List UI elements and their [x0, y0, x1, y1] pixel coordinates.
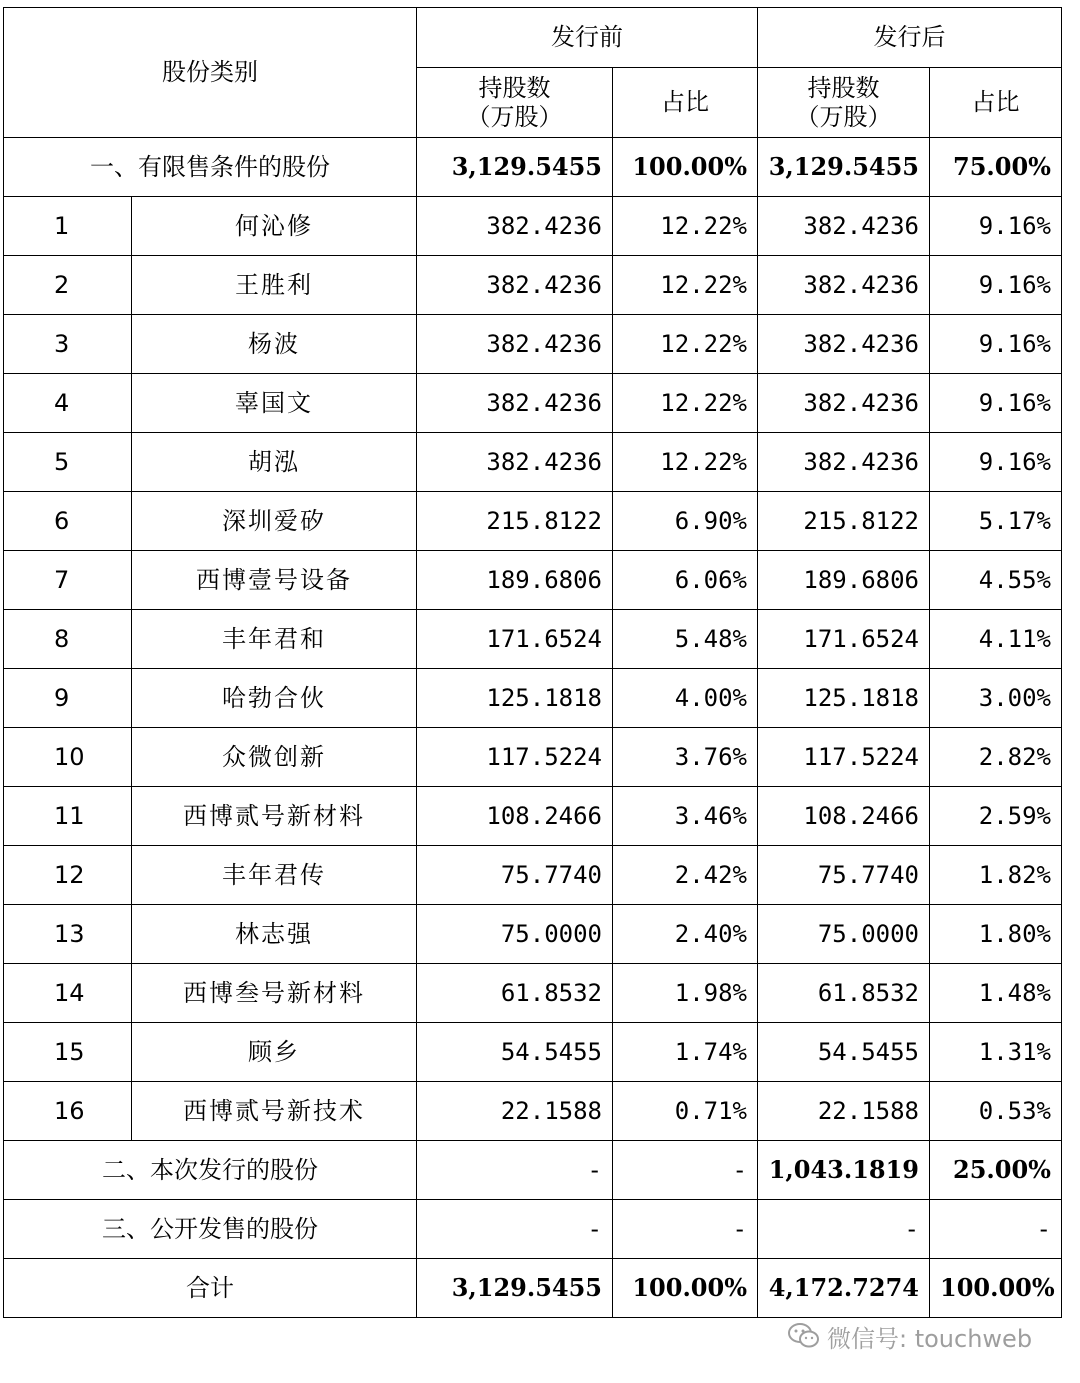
row-number-cell: 12: [4, 846, 132, 905]
after-ratio-cell: 100.00%: [930, 1259, 1062, 1318]
before-shares-cell: 382.4236: [417, 315, 613, 374]
before-ratio-cell: 12.22%: [613, 256, 758, 315]
header-shares-unit: （万股）: [795, 102, 892, 131]
before-ratio-cell: 12.22%: [613, 433, 758, 492]
after-ratio-cell: 0.53%: [930, 1082, 1062, 1141]
shareholder-name-cell: 西博贰号新材料: [132, 787, 417, 846]
after-ratio-cell: 4.55%: [930, 551, 1062, 610]
after-ratio-cell: 2.59%: [930, 787, 1062, 846]
after-shares-cell: 22.1588: [758, 1082, 930, 1141]
section-label: 三、公开发售的股份: [4, 1200, 417, 1259]
table-row: [4, 964, 1062, 1023]
before-shares-cell: 3,129.5455: [417, 138, 613, 197]
shareholder-name-cell: 众微创新: [132, 728, 417, 787]
header-after-issue: 发行后: [758, 8, 1062, 68]
before-ratio-cell: 5.48%: [613, 610, 758, 669]
after-shares-cell: 215.8122: [758, 492, 930, 551]
before-shares-cell: 382.4236: [417, 256, 613, 315]
before-shares-cell: -: [417, 1141, 613, 1200]
after-shares-cell: 61.8532: [758, 964, 930, 1023]
after-shares-cell: 382.4236: [758, 433, 930, 492]
header-category: 股份类别: [4, 8, 417, 138]
header-before-shares: [417, 68, 613, 138]
after-ratio-cell: 1.80%: [930, 905, 1062, 964]
shareholder-name-cell: 哈勃合伙: [132, 669, 417, 728]
shareholder-name-cell: 西博壹号设备: [132, 551, 417, 610]
section-label: 二、本次发行的股份: [4, 1141, 417, 1200]
table-row: [4, 1082, 1062, 1141]
table-row: [4, 551, 1062, 610]
table-row: [4, 669, 1062, 728]
before-shares-cell: 189.6806: [417, 551, 613, 610]
header-row-top: [4, 8, 1062, 68]
after-ratio-cell: 4.11%: [930, 610, 1062, 669]
row-number-cell: 3: [4, 315, 132, 374]
wechat-icon: [787, 1321, 821, 1351]
header-shares-label: 持股数: [807, 73, 880, 102]
row-number-cell: 7: [4, 551, 132, 610]
before-shares-cell: 3,129.5455: [417, 1259, 613, 1318]
table-row: [4, 1023, 1062, 1082]
before-shares-cell: 215.8122: [417, 492, 613, 551]
before-ratio-cell: -: [613, 1200, 758, 1259]
after-shares-cell: 54.5455: [758, 1023, 930, 1082]
row-number-cell: 10: [4, 728, 132, 787]
table-row: [4, 728, 1062, 787]
header-before-ratio: 占比: [613, 68, 758, 138]
row-number-cell: 4: [4, 374, 132, 433]
shareholder-name-cell: 林志强: [132, 905, 417, 964]
after-ratio-cell: 1.48%: [930, 964, 1062, 1023]
shareholder-name-cell: 杨波: [132, 315, 417, 374]
after-shares-cell: 4,172.7274: [758, 1259, 930, 1318]
after-shares-cell: 382.4236: [758, 256, 930, 315]
before-shares-cell: 382.4236: [417, 433, 613, 492]
before-shares-cell: 171.6524: [417, 610, 613, 669]
after-shares-cell: -: [758, 1200, 930, 1259]
section-row-public-offer: [4, 1200, 1062, 1259]
section-row-restricted: [4, 138, 1062, 197]
total-row: [4, 1259, 1062, 1318]
table-row: [4, 787, 1062, 846]
table-row: [4, 905, 1062, 964]
before-ratio-cell: 2.40%: [613, 905, 758, 964]
before-ratio-cell: 100.00%: [613, 138, 758, 197]
section-label: 一、有限售条件的股份: [4, 138, 417, 197]
after-ratio-cell: 1.31%: [930, 1023, 1062, 1082]
shareholding-table: [3, 7, 1062, 1318]
before-ratio-cell: 100.00%: [613, 1259, 758, 1318]
header-after-ratio: 占比: [930, 68, 1062, 138]
before-ratio-cell: 12.22%: [613, 315, 758, 374]
after-shares-cell: 189.6806: [758, 551, 930, 610]
after-ratio-cell: 25.00%: [930, 1141, 1062, 1200]
before-shares-cell: 61.8532: [417, 964, 613, 1023]
before-ratio-cell: 6.90%: [613, 492, 758, 551]
before-ratio-cell: 3.76%: [613, 728, 758, 787]
before-shares-cell: 75.0000: [417, 905, 613, 964]
watermark-text: 微信号: touchweb: [827, 1324, 1033, 1353]
after-ratio-cell: 9.16%: [930, 197, 1062, 256]
after-shares-cell: 108.2466: [758, 787, 930, 846]
table-row: [4, 492, 1062, 551]
after-shares-cell: 1,043.1819: [758, 1141, 930, 1200]
after-shares-cell: 171.6524: [758, 610, 930, 669]
total-label: 合计: [4, 1259, 417, 1318]
header-after-shares: [758, 68, 930, 138]
after-ratio-cell: 5.17%: [930, 492, 1062, 551]
wechat-watermark: [787, 1318, 1032, 1354]
before-ratio-cell: 6.06%: [613, 551, 758, 610]
shareholder-name-cell: 胡泓: [132, 433, 417, 492]
before-shares-cell: 117.5224: [417, 728, 613, 787]
after-shares-cell: 125.1818: [758, 669, 930, 728]
section-row-new-issue: [4, 1141, 1062, 1200]
header-shares-unit: （万股）: [466, 102, 563, 131]
table-row: [4, 315, 1062, 374]
row-number-cell: 8: [4, 610, 132, 669]
row-number-cell: 1: [4, 197, 132, 256]
row-number-cell: 16: [4, 1082, 132, 1141]
after-shares-cell: 3,129.5455: [758, 138, 930, 197]
after-ratio-cell: 2.82%: [930, 728, 1062, 787]
after-ratio-cell: 9.16%: [930, 315, 1062, 374]
after-shares-cell: 75.0000: [758, 905, 930, 964]
after-ratio-cell: 1.82%: [930, 846, 1062, 905]
header-before-issue: 发行前: [417, 8, 758, 68]
row-number-cell: 14: [4, 964, 132, 1023]
after-ratio-cell: 9.16%: [930, 433, 1062, 492]
shareholder-name-cell: 辜国文: [132, 374, 417, 433]
before-shares-cell: 382.4236: [417, 197, 613, 256]
before-ratio-cell: 3.46%: [613, 787, 758, 846]
row-number-cell: 2: [4, 256, 132, 315]
before-shares-cell: 75.7740: [417, 846, 613, 905]
before-ratio-cell: 1.98%: [613, 964, 758, 1023]
shareholder-name-cell: 王胜利: [132, 256, 417, 315]
before-ratio-cell: 12.22%: [613, 374, 758, 433]
table-row: [4, 197, 1062, 256]
after-ratio-cell: 9.16%: [930, 374, 1062, 433]
before-ratio-cell: 0.71%: [613, 1082, 758, 1141]
shareholder-name-cell: 深圳爱矽: [132, 492, 417, 551]
before-ratio-cell: -: [613, 1141, 758, 1200]
shareholder-name-cell: 丰年君传: [132, 846, 417, 905]
shareholder-name-cell: 何沁修: [132, 197, 417, 256]
after-ratio-cell: -: [930, 1200, 1062, 1259]
after-shares-cell: 117.5224: [758, 728, 930, 787]
header-shares-label: 持股数: [478, 73, 551, 102]
after-ratio-cell: 9.16%: [930, 256, 1062, 315]
table-row: [4, 256, 1062, 315]
shareholder-name-cell: 丰年君和: [132, 610, 417, 669]
before-shares-cell: -: [417, 1200, 613, 1259]
shareholder-name-cell: 西博叁号新材料: [132, 964, 417, 1023]
row-number-cell: 5: [4, 433, 132, 492]
before-shares-cell: 382.4236: [417, 374, 613, 433]
shareholder-name-cell: 顾乡: [132, 1023, 417, 1082]
before-ratio-cell: 4.00%: [613, 669, 758, 728]
row-number-cell: 13: [4, 905, 132, 964]
table-row: [4, 610, 1062, 669]
after-ratio-cell: 3.00%: [930, 669, 1062, 728]
after-shares-cell: 382.4236: [758, 315, 930, 374]
after-shares-cell: 382.4236: [758, 374, 930, 433]
after-ratio-cell: 75.00%: [930, 138, 1062, 197]
table-row: [4, 433, 1062, 492]
row-number-cell: 9: [4, 669, 132, 728]
table-row: [4, 374, 1062, 433]
row-number-cell: 6: [4, 492, 132, 551]
after-shares-cell: 75.7740: [758, 846, 930, 905]
row-number-cell: 11: [4, 787, 132, 846]
row-number-cell: 15: [4, 1023, 132, 1082]
before-ratio-cell: 2.42%: [613, 846, 758, 905]
before-ratio-cell: 12.22%: [613, 197, 758, 256]
before-ratio-cell: 1.74%: [613, 1023, 758, 1082]
after-shares-cell: 382.4236: [758, 197, 930, 256]
before-shares-cell: 22.1588: [417, 1082, 613, 1141]
before-shares-cell: 54.5455: [417, 1023, 613, 1082]
before-shares-cell: 108.2466: [417, 787, 613, 846]
shareholder-name-cell: 西博贰号新技术: [132, 1082, 417, 1141]
table-row: [4, 846, 1062, 905]
before-shares-cell: 125.1818: [417, 669, 613, 728]
